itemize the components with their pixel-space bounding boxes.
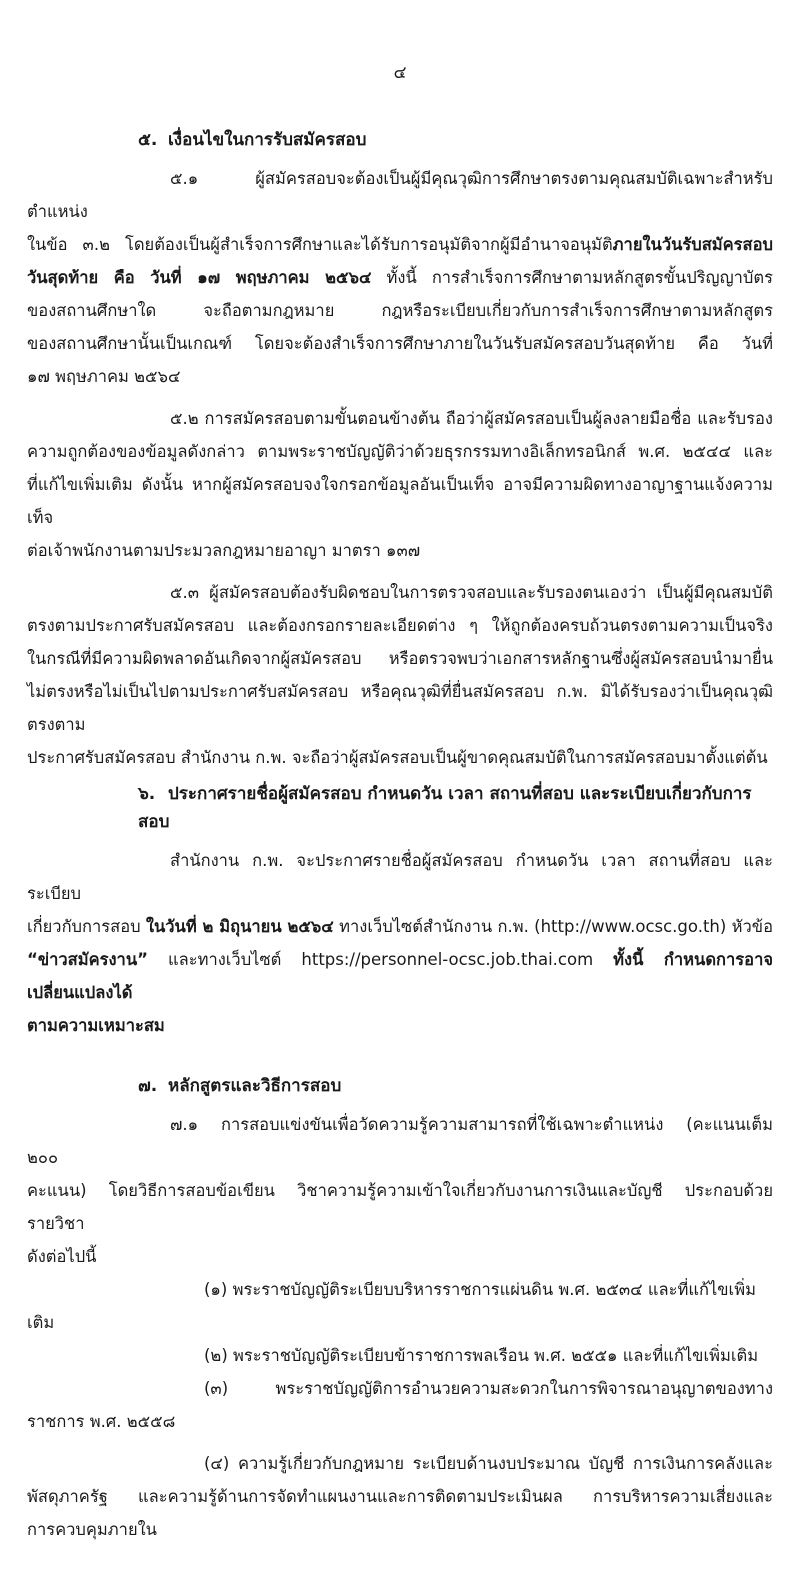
text-line [27,642,773,675]
text-segment: พัสดุภาครัฐ และความรู้ด้านการจัดทำแผนงานและการติดตามประเมินผล การบริหารความเสี่ยงและ [27,1487,773,1506]
text-segment: (๒) พระราชบัญญัติระเบียบข้าราชการพลเรือน พ.ศ. ๒๕๕๑ และที่แก้ไขเพิ่มเติม [204,1346,759,1365]
text-line [27,1108,773,1174]
text-segment: สำนักงาน ก.พ. จะประกาศรายชื่อผู้สมัครสอบ กำหนดวัน เวลา สถานที่สอบ และระเบียบ [27,851,773,903]
section-number: ๖. [138,784,156,804]
text-segment: ตรงตามประกาศรับสมัครสอบ และต้องกรอกรายละเอียดต่าง ๆ ให้ถูกต้องครบถ้วนตรงตามความเป็นจริง [27,616,773,635]
section-number: ๗. [138,1076,158,1096]
text-line [27,294,773,327]
text-line [27,468,773,534]
text-line [27,402,773,435]
text-line [27,435,773,468]
text-line [27,1339,773,1372]
text-line [27,1273,773,1339]
text-line [27,1009,773,1042]
text-line [27,675,773,741]
text-line [27,261,773,294]
text-segment: คะแนน) โดยวิธีการสอบข้อเขียน วิชาความรู้ความเข้าใจเกี่ยวกับงานการเงินและบัญชี ประกอบด้วยรายวิชา [27,1181,773,1233]
text-segment: ๕.๑ ผู้สมัครสอบจะต้องเป็นผู้มีคุณวุฒิการศึกษาตรงตามคุณสมบัติเฉพาะสำหรับตำแหน่ง [27,169,773,221]
text-segment: (๑) พระราชบัญญัติระเบียบบริหารราชการแผ่นดิน พ.ศ. ๒๕๓๔ และที่แก้ไขเพิ่มเติม [27,1280,756,1332]
section-title: หลักสูตรและวิธีการสอบ [168,1076,342,1096]
text-line [27,943,773,1009]
section-7-body [27,1108,773,1546]
text-line [27,910,773,943]
text-line [27,1447,773,1480]
section-heading-7 [27,1072,773,1100]
page-number: ๔ [393,63,407,83]
text-segment: ประกาศรับสมัครสอบ สำนักงาน ก.พ. จะถือว่าผู้สมัครสอบเป็นผู้ขาดคุณสมบัติในการสมัครสอบมาตั้งแต่ต้น [27,748,768,767]
text-line [27,609,773,642]
text-segment: ไม่ตรงหรือไม่เป็นไปตามประกาศรับสมัครสอบ หรือคุณวุฒิที่ยื่นสมัครสอบ ก.พ. มิได้รับรองว่าเป็นคุณวุฒิตรงตาม [27,682,773,734]
section-5-body [27,162,773,774]
bold-text: วันสุดท้าย คือ วันที่ ๑๗ พฤษภาคม ๒๕๖๔ [27,268,372,287]
text-segment: ดังต่อไปนี้ [27,1247,97,1266]
text-line [27,228,773,261]
text-line [27,162,773,228]
text-segment: ของสถานศึกษานั้นเป็นเกณฑ์ โดยจะต้องสำเร็จการศึกษาภายในวันรับสมัครสอบวันสุดท้าย คือ วันที่ [27,334,773,353]
text-segment: ในข้อ ๓.๒ โดยต้องเป็นผู้สำเร็จการศึกษาและได้รับการอนุมัติจากผู้มีอำนาจอนุมัติ [27,235,613,254]
text-line [27,844,773,910]
text-line [27,1480,773,1513]
section-title: เงื่อนไขในการรับสมัครสอบ [168,130,367,150]
bold-text: ในวันที่ ๒ มิถุนายน ๒๕๖๔ [145,917,334,936]
text-line [27,1372,773,1405]
text-segment: ๑๗ พฤษภาคม ๒๕๖๔ [27,367,181,386]
bold-text: ทั้งนี้ กำหนดการอาจเปลี่ยนแปลงได้ [27,950,773,1002]
bold-text: “ข่าวสมัครงาน” [27,950,148,969]
text-line [27,360,773,393]
section-heading-5 [27,126,773,154]
text-line [27,1513,773,1546]
section-title: ประกาศรายชื่อผู้สมัครสอบ กำหนดวัน เวลา สถานที่สอบ และระเบียบเกี่ยวกับการสอบ [138,784,752,832]
text-line [27,1240,773,1273]
text-segment: ความถูกต้องของข้อมูลดังกล่าว ตามพระราชบัญญัติว่าด้วยธุรกรรมทางอิเล็กทรอนิกส์ พ.ศ. ๒๕๔๔ และ [27,442,773,461]
text-line [27,576,773,609]
section-6-body [27,844,773,1042]
text-line [27,534,773,567]
bold-text: ภายในวันรับสมัครสอบ [612,235,773,254]
text-segment: (๓) พระราชบัญญัติการอำนวยความสะดวกในการพิจารณาอนุญาตของทาง [204,1379,773,1398]
text-line [27,741,773,774]
text-segment: ๕.๒ การสมัครสอบตามขั้นตอนข้างต้น ถือว่าผู้สมัครสอบเป็นผู้ลงลายมือชื่อ และรับรอง [170,409,773,428]
text-line [27,327,773,360]
text-segment: ในกรณีที่มีความผิดพลาดอันเกิดจากผู้สมัครสอบ หรือตรวจพบว่าเอกสารหลักฐานซึ่งผู้สมัครสอบนำมายื่น [27,649,773,668]
text-segment: ราชการ พ.ศ. ๒๕๕๘ [27,1412,176,1431]
text-segment: ของสถานศึกษาใด จะถือตามกฎหมาย กฎหรือระเบียบเกี่ยวกับการสำเร็จการศึกษาตามหลักสูตร [27,301,773,320]
text-segment: ต่อเจ้าพนักงานตามประมวลกฎหมายอาญา มาตรา ๑๓๗ [27,541,421,560]
text-segment: ๗.๑ การสอบแข่งขันเพื่อวัดความรู้ความสามารถที่ใช้เฉพาะตำแหน่ง (คะแนนเต็ม ๒๐๐ [27,1115,773,1167]
text-line [27,1174,773,1240]
section-heading-6 [27,780,773,836]
text-segment: และทางเว็บไซต์ https://personnel-ocsc.job.thai.com [147,950,614,969]
text-segment: ที่แก้ไขเพิ่มเติม ดังนั้น หากผู้สมัครสอบจงใจกรอกข้อมูลอันเป็นเท็จ อาจมีความผิดทางอาญาฐานแจ้งความเท็จ [27,475,773,527]
section-number: ๕. [138,130,158,150]
text-segment: เกี่ยวกับการสอบ [27,917,146,936]
text-segment: (๔) ความรู้เกี่ยวกับกฎหมาย ระเบียบด้านงบประมาณ บัญชี การเงินการคลังและ [204,1454,773,1473]
text-segment: การควบคุมภายใน [27,1520,157,1539]
text-segment: ทั้งนี้ การสำเร็จการศึกษาตามหลักสูตรขั้นปริญญาบัตร [371,268,773,287]
text-segment: ๕.๓ ผู้สมัครสอบต้องรับผิดชอบในการตรวจสอบและรับรองตนเองว่า เป็นผู้มีคุณสมบัติ [170,583,773,602]
text-segment: ทางเว็บไซต์สำนักงาน ก.พ. (http://www.ocsc.go.th) หัวข้อ [333,917,773,936]
text-line [27,1405,773,1438]
bold-text: ตามความเหมาะสม [27,1016,165,1035]
